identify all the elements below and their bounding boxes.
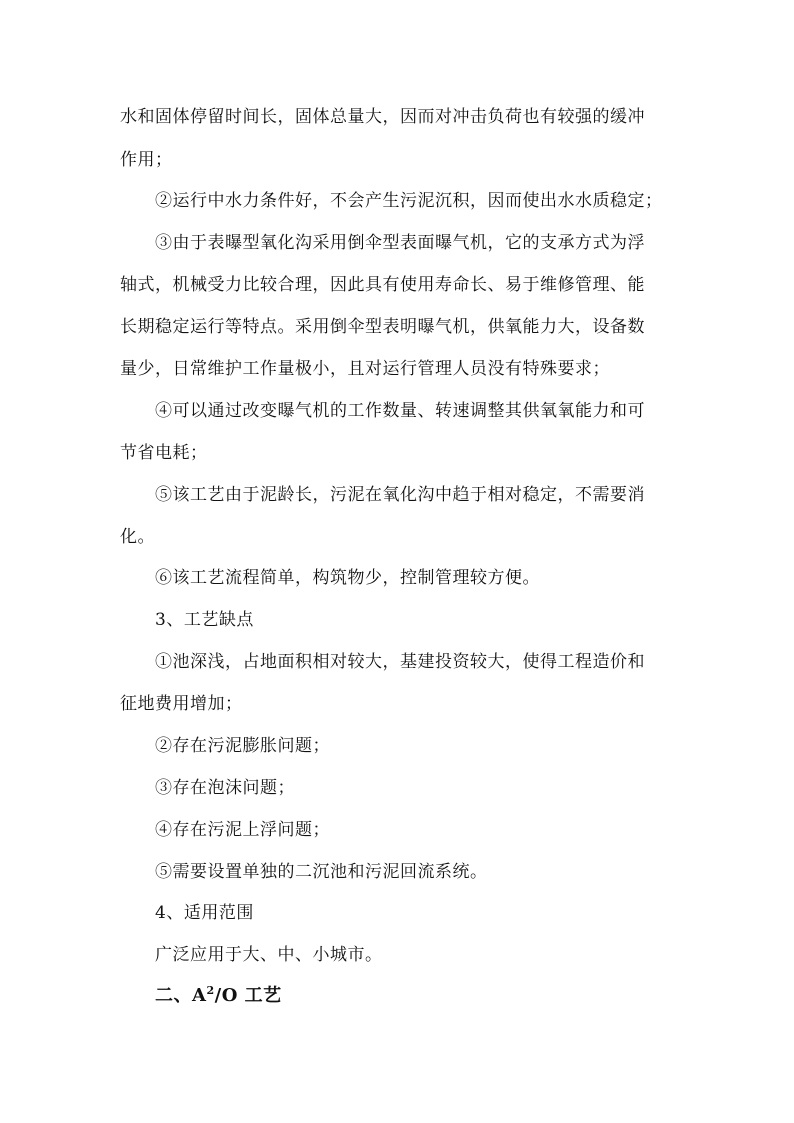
section-heading: 4、适用范围: [155, 903, 254, 923]
paragraph-line: ⑤该工艺由于泥龄长，污泥在氧化沟中趋于相对稳定，不需要消: [155, 485, 645, 505]
paragraph-line: ①池深浅，占地面积相对较大，基建投资较大，使得工程造价和: [155, 652, 645, 672]
paragraph-line: 水和固体停留时间长，固体总量大，因而对冲击负荷也有较强的缓冲: [120, 107, 645, 127]
paragraph-line: 轴式，机械受力比较合理，因此具有使用寿命长、易于维修管理、能: [120, 275, 645, 295]
section-heading: 3、工艺缺点: [155, 610, 254, 630]
paragraph-line: ②存在污泥膨胀问题；: [155, 736, 330, 756]
chapter-heading-superscript: 2: [206, 984, 215, 997]
chapter-heading: [155, 985, 715, 1007]
paragraph-line: 节省电耗；: [120, 443, 208, 463]
paragraph-line: 化。: [120, 527, 155, 547]
paragraph-line: ③存在泡沫问题；: [155, 778, 295, 798]
paragraph-line: ⑥该工艺流程简单，构筑物少，控制管理较方便。: [155, 568, 540, 588]
chapter-heading-suffix: /O 工艺: [214, 985, 282, 1006]
paragraph-line: ④可以通过改变曝气机的工作数量、转速调整其供氧氧能力和可: [155, 401, 645, 421]
paragraph-line: ④存在污泥上浮问题；: [155, 820, 330, 840]
paragraph-line: 长期稳定运行等特点。采用倒伞型表明曝气机，供氧能力大，设备数: [120, 317, 645, 337]
paragraph-line: 广泛应用于大、中、小城市。: [155, 945, 383, 965]
chapter-heading-prefix: 二、A: [155, 985, 207, 1006]
paragraph-line: ②运行中水力条件好，不会产生污泥沉积，因而使出水水质稳定；: [155, 191, 663, 211]
paragraph-line: ⑤需要设置单独的二沉池和污泥回流系统。: [155, 862, 488, 882]
paragraph-line: ③由于表曝型氧化沟采用倒伞型表面曝气机，它的支承方式为浮: [155, 233, 645, 253]
paragraph-line: 作用；: [120, 150, 173, 170]
paragraph-line: 量少，日常维护工作量极小，且对运行管理人员没有特殊要求；: [120, 359, 610, 379]
paragraph-line: 征地费用增加；: [120, 694, 243, 714]
